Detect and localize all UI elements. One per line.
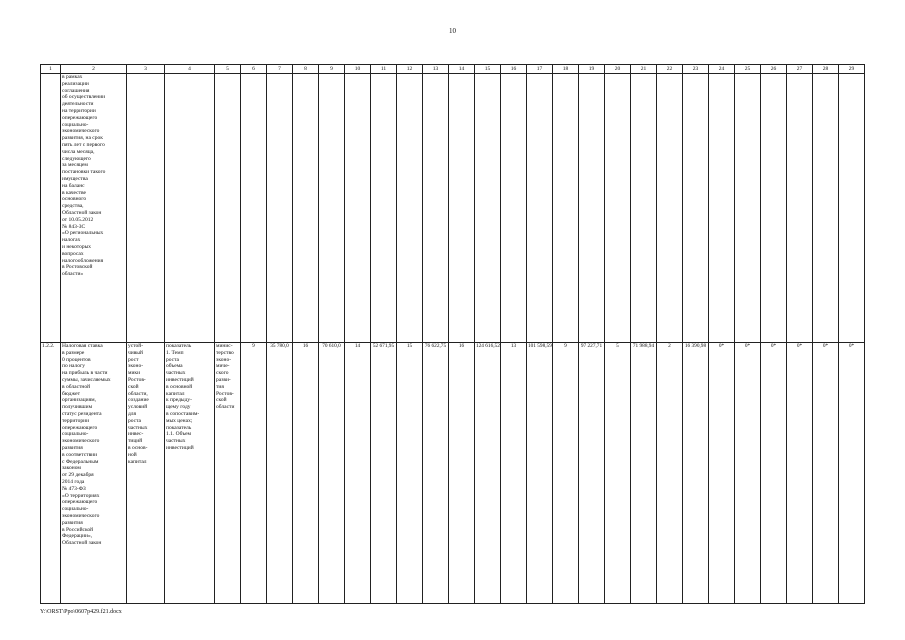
column-number: 16 bbox=[501, 65, 527, 74]
table-cell bbox=[527, 74, 553, 343]
table-cell bbox=[735, 74, 761, 343]
table-cell bbox=[267, 74, 293, 343]
table-cell bbox=[319, 74, 345, 343]
column-number: 8 bbox=[293, 65, 319, 74]
table-cell bbox=[371, 74, 397, 343]
value-cell: 124 616,52 bbox=[475, 343, 501, 604]
column-number: 10 bbox=[345, 65, 371, 74]
table-cell bbox=[41, 74, 61, 343]
column-number: 19 bbox=[579, 65, 605, 74]
table-row bbox=[41, 343, 865, 604]
table-cell bbox=[165, 74, 215, 343]
column-number: 1 bbox=[41, 65, 61, 74]
table-cell bbox=[127, 74, 165, 343]
table-cell bbox=[579, 74, 605, 343]
column-number: 21 bbox=[631, 65, 657, 74]
value-cell: 101 598,59 bbox=[527, 343, 553, 604]
column-number: 29 bbox=[839, 65, 865, 74]
column-number: 3 bbox=[127, 65, 165, 74]
table-cell bbox=[813, 74, 839, 343]
column-number: 22 bbox=[657, 65, 683, 74]
column-number: 24 bbox=[709, 65, 735, 74]
value-cell: 0* bbox=[709, 343, 735, 604]
value-cell: 15 bbox=[397, 343, 423, 604]
value-cell: 9 bbox=[241, 343, 267, 604]
column-number: 2 bbox=[61, 65, 127, 74]
value-cell: 0* bbox=[735, 343, 761, 604]
tax-measure-description: в рамках реализации соглашения об осуществлении деятельности на территории опережающего социально- экономического развития, на срок пять лет с первого числа месяца, следующего за месяцем постановки такого имущества на баланс в качестве основного средства, Областной закон от 10.05.2012 № 843-ЗС «О региональных налогах и некоторых вопросах налогообложения в Ростовской области» bbox=[61, 74, 127, 343]
row-number: 1.2.2. bbox=[41, 343, 61, 604]
table-cell bbox=[709, 74, 735, 343]
value-cell: 14 bbox=[345, 343, 371, 604]
goal-cell: устой- чивый рост эконо- мики Ростов- ской области, создание условий для роста частных инвес- тиций в основ- ной капитал bbox=[127, 343, 165, 604]
column-number: 18 bbox=[553, 65, 579, 74]
value-cell: 0* bbox=[813, 343, 839, 604]
document-path-footer: Y:\ORST\Ppo\0607p429.f21.docx bbox=[40, 609, 122, 615]
column-number: 12 bbox=[397, 65, 423, 74]
value-cell: 71 988,94 bbox=[631, 343, 657, 604]
column-number: 6 bbox=[241, 65, 267, 74]
column-number: 23 bbox=[683, 65, 709, 74]
table-cell bbox=[787, 74, 813, 343]
tax-measure-description: Налоговая ставка в размере 0 процентов по налогу на прибыль в части суммы, зачисляемых в областной бюджет организациям, получившим статус резидента территории опережающего социально- экономического развития в соответствии с Федеральным законом от 29 декабря 2014 года № 473-ФЗ «О территориях опережающего социально- экономического развития в Российской Федерации», Областной закон bbox=[61, 343, 127, 604]
value-cell: 0* bbox=[761, 343, 787, 604]
table-cell bbox=[215, 74, 241, 343]
column-number: 11 bbox=[371, 65, 397, 74]
table-cell bbox=[657, 74, 683, 343]
value-cell: 5 bbox=[605, 343, 631, 604]
column-number: 25 bbox=[735, 65, 761, 74]
value-cell: 0* bbox=[839, 343, 865, 604]
value-cell: 97 227,71 bbox=[579, 343, 605, 604]
column-number: 28 bbox=[813, 65, 839, 74]
table-cell bbox=[553, 74, 579, 343]
table-cell bbox=[501, 74, 527, 343]
table-cell bbox=[839, 74, 865, 343]
tax-expenditure-table bbox=[40, 64, 858, 604]
value-cell: 16 bbox=[449, 343, 475, 604]
value-cell: 76 622,75 bbox=[423, 343, 449, 604]
value-cell: 70 610,0 bbox=[319, 343, 345, 604]
table-cell bbox=[475, 74, 501, 343]
value-cell: 13 bbox=[501, 343, 527, 604]
column-number: 4 bbox=[165, 65, 215, 74]
value-cell: 52 671,95 bbox=[371, 343, 397, 604]
column-number: 20 bbox=[605, 65, 631, 74]
table-cell bbox=[423, 74, 449, 343]
table-cell bbox=[345, 74, 371, 343]
table-cell bbox=[683, 74, 709, 343]
value-cell: 2 bbox=[657, 343, 683, 604]
column-number: 27 bbox=[787, 65, 813, 74]
column-number: 17 bbox=[527, 65, 553, 74]
table-cell bbox=[241, 74, 267, 343]
column-number: 26 bbox=[761, 65, 787, 74]
table-cell bbox=[761, 74, 787, 343]
page-number: 10 bbox=[449, 27, 456, 35]
value-cell: 16 390,98 bbox=[683, 343, 709, 604]
table-cell bbox=[293, 74, 319, 343]
column-number: 15 bbox=[475, 65, 501, 74]
column-number: 9 bbox=[319, 65, 345, 74]
table-cell bbox=[631, 74, 657, 343]
column-number: 5 bbox=[215, 65, 241, 74]
column-number: 7 bbox=[267, 65, 293, 74]
value-cell: 16 bbox=[293, 343, 319, 604]
value-cell: 35 780,0 bbox=[267, 343, 293, 604]
indicator-cell: показатель 1. Темп роста объема частных инвестиций в основной капитал к предыду- щему году в сопоставим- мых ценах; показатель 1.1. Объем частных инвестиций bbox=[165, 343, 215, 604]
value-cell: 0* bbox=[787, 343, 813, 604]
table-row bbox=[41, 74, 865, 343]
table-cell bbox=[449, 74, 475, 343]
column-number: 13 bbox=[423, 65, 449, 74]
curator-cell: минис- терство эконо- миче- ского разви- тия Ростов- ской области bbox=[215, 343, 241, 604]
value-cell: 9 bbox=[553, 343, 579, 604]
column-number: 14 bbox=[449, 65, 475, 74]
table-cell bbox=[605, 74, 631, 343]
table-cell bbox=[397, 74, 423, 343]
column-number-row bbox=[41, 65, 865, 74]
